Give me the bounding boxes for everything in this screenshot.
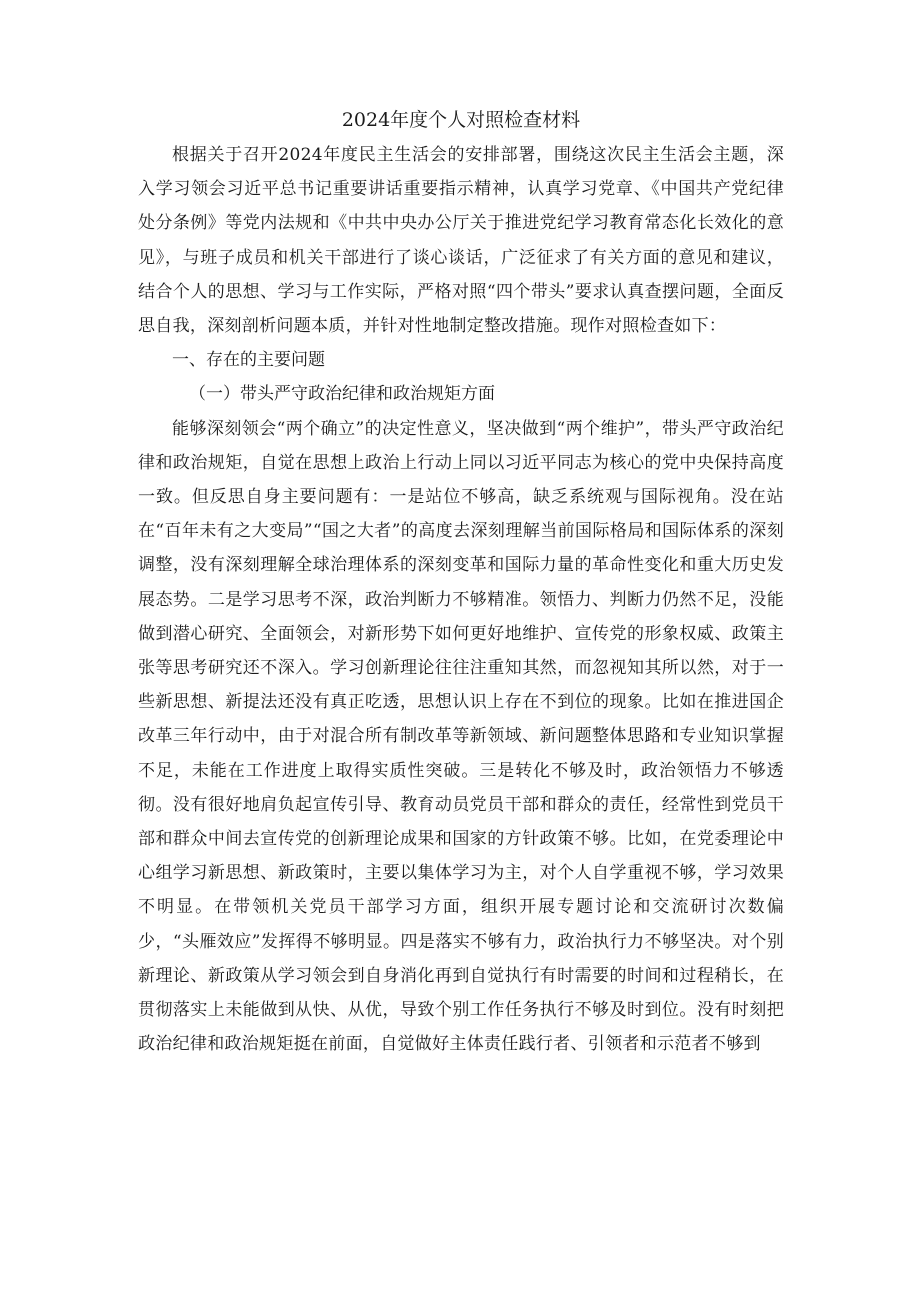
intro-paragraph: 根据关于召开2024年度民主生活会的安排部署，围绕这次民主生活会主题，深入学习领会习近平总书记重要讲话重要指示精神，认真学习党章、《中国共产党纪律处分条例》等党内法规和《中共中央办公厅关于推进党纪学习教育常态化长效化的意见》，与班子成员和机关干部进行了谈心谈话，广泛征求了有关方面的意见和建议，结合个人的思想、学习与工作实际，严格对照“四个带头”要求认真查摆问题，全面反思自我，深刻剖析问题本质，并针对性地制定整改措施。现作对照检查如下： — [138, 145, 784, 337]
subsection-heading: （一）带头严守政治纪律和政治规矩方面 — [189, 384, 495, 405]
document-title: 2024年度个人对照检查材料 — [341, 109, 581, 131]
section-heading: 一、存在的主要问题 — [172, 350, 325, 371]
body-paragraph: 能够深刻领会“两个确立”的决定性意义，坚决做到“两个维护”，带头严守政治纪律和政治规矩，自觉在思想上政治上行动上同以习近平同志为核心的党中央保持高度一致。但反思自身主要问题有：一是站位不够高，缺乏系统观与国际视角。没在站在“百年未有之大变局”“国之大者”的高度去深刻理解当前国际格局和国际体系的深刻调整，没有深刻理解全球治理体系的深刻变革和国际力量的革命性变化和重大历史发展态势。二是学习思考不深，政治判断力不够精准。领悟力、判断力仍然不足，没能做到潜心研究、全面领会，对新形势下如何更好地维护、宣传党的形象权威、政策主张等思考研究还不深入。学习创新理论往往注重知其然，而忽视知其所以然，对于一些新思想、新提法还没有真正吃透，思想认识上存在不到位的现象。比如在推进国企改革三年行动中，由于对混合所有制改革等新领域、新问题整体思路和专业知识掌握不足，未能在工作进度上取得实质性突破。三是转化不够及时，政治领悟力不够透彻。没有很好地肩负起宣传引导、教育动员党员干部和群众的责任，经常性到党员干部和群众中间去宣传党的创新理论成果和国家的方针政策不够。比如，在党委理论中心组学习新思想、新政策时，主要以集体学习为主，对个人自学重视不够，学习效果不明显。在带领机关党员干部学习方面，组织开展专题讨论和交流研讨次数偏少，“头雁效应”发挥得不够明显。四是落实不够有力，政治执行力不够坚决。对个别新理论、新政策从学习领会到自身消化再到自觉执行有时需要的时间和过程稍长，在贯彻落实上未能做到从快、从优，导致个别工作任务执行不够及时到位。没有时刻把政治纪律和政治规矩挺在前面，自觉做好主体责任践行者、引领者和示范者不够到 — [138, 418, 784, 1055]
document-page — [138, 104, 784, 1061]
